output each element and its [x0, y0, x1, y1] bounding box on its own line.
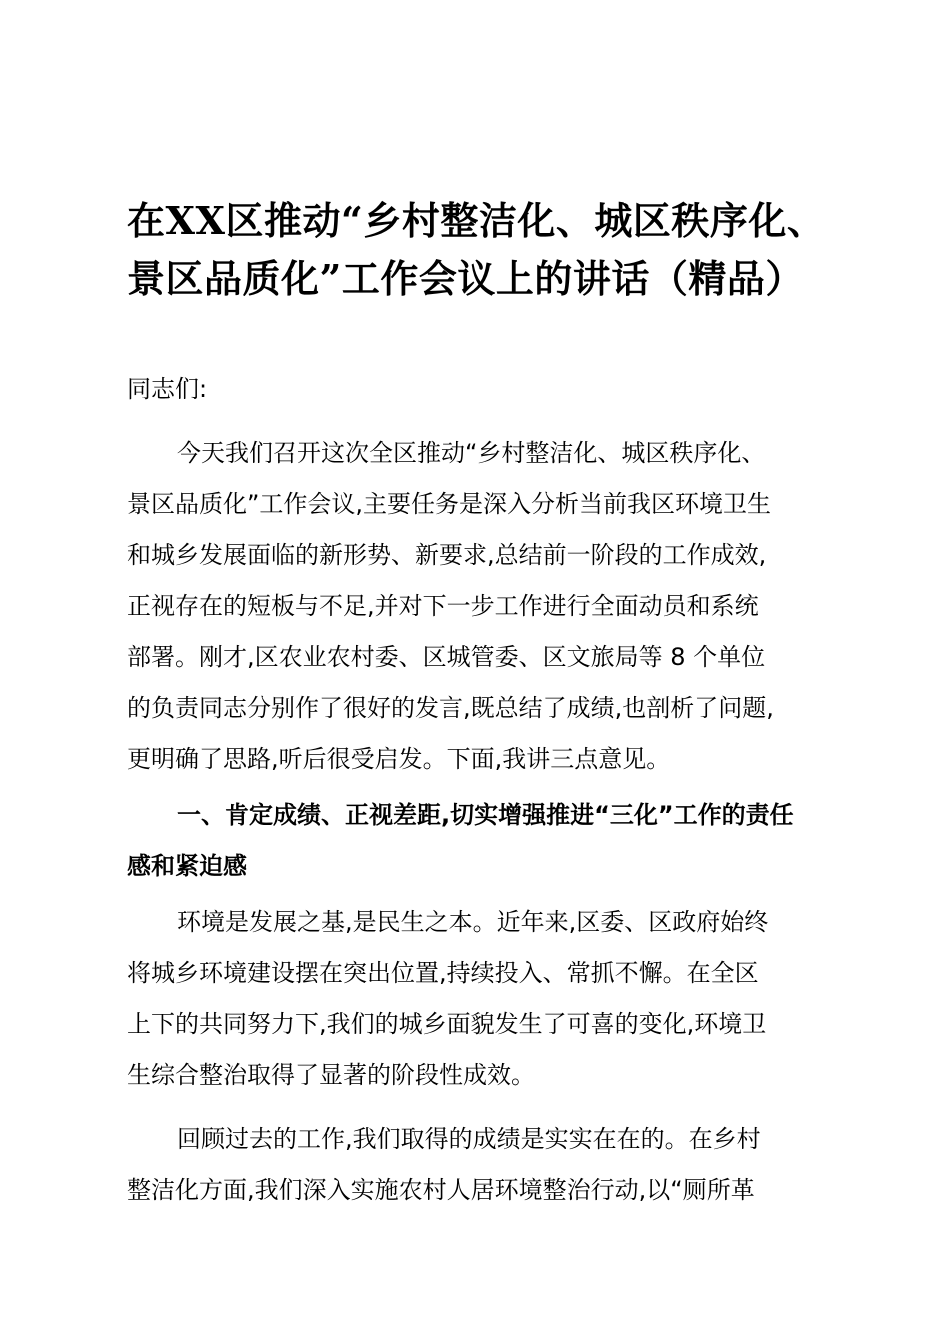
document-title — [127, 192, 837, 308]
paragraph-line: 上下的共同努力下,我们的城乡面貌发生了可喜的变化,环境卫 — [127, 1010, 767, 1038]
document-body — [127, 364, 827, 1216]
paragraph-line: 今天我们召开这次全区推动“乡村整洁化、城区秩序化、 — [177, 439, 766, 467]
paragraph-line: 景区品质化”工作会议,主要任务是深入分析当前我区环境卫生 — [127, 490, 772, 518]
paragraph-line: 和城乡发展面临的新形势、新要求,总结前一阶段的工作成效, — [127, 541, 767, 569]
paragraph-line: 正视存在的短板与不足,并对下一步工作进行全面动员和系统 — [127, 592, 759, 620]
paragraph-line: 的负责同志分别作了很好的发言,既总结了成绩,也剖析了问题, — [127, 694, 774, 722]
title-line: 景区品质化”工作会议上的讲话（精品） — [127, 256, 804, 301]
paragraph-line: 部署。刚才,区农业农村委、区城管委、区文旅局等 8 个单位 — [127, 643, 766, 671]
paragraph-line: 将城乡环境建设摆在突出位置,持续投入、常抓不懈。在全区 — [127, 959, 759, 987]
paragraph-line: 回顾过去的工作,我们取得的成绩是实实在在的。在乡村 — [177, 1125, 761, 1153]
heading-line: 一、肯定成绩、正视差距,切实增强推进“三化”工作的责任 — [177, 801, 794, 829]
paragraph-3 — [127, 1114, 827, 1216]
paragraph-line: 生综合整治取得了显著的阶段性成效。 — [127, 1061, 535, 1089]
heading-line: 感和紧迫感 — [127, 852, 247, 880]
paragraph-line: 整洁化方面,我们深入实施农村人居环境整治行动,以“厕所革 — [127, 1176, 755, 1204]
title-line: 在XX区推动“乡村整洁化、城区秩序化、 — [127, 198, 826, 243]
paragraph-1 — [127, 428, 827, 785]
paragraph-line: 更明确了思路,听后很受启发。下面,我讲三点意见。 — [127, 745, 671, 773]
section-heading-1 — [127, 790, 827, 892]
paragraph-2 — [127, 897, 827, 1101]
salutation: 同志们: — [127, 375, 208, 403]
paragraph-line: 环境是发展之基,是民生之本。近年来,区委、区政府始终 — [177, 908, 769, 936]
